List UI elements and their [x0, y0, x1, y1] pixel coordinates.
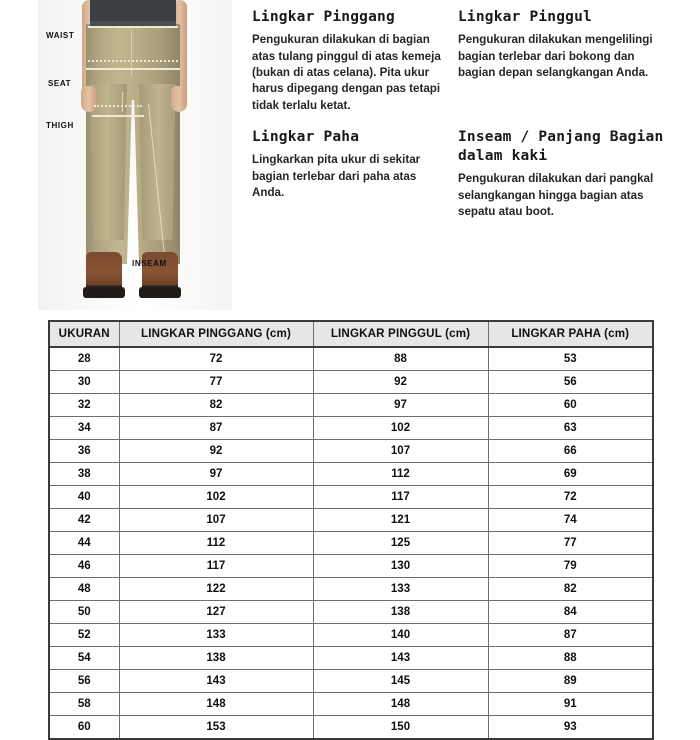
cell-size: 34: [49, 417, 119, 440]
section-body: Lingkarkan pita ukur di sekitar bagian terlebar dari paha atas Anda.: [252, 153, 421, 200]
pocket-seam: [122, 92, 123, 112]
cell-measurement: 107: [313, 440, 488, 463]
cell-measurement: 63: [488, 417, 653, 440]
cell-measurement: 112: [313, 463, 488, 486]
cell-measurement: 121: [313, 509, 488, 532]
cell-size: 48: [49, 578, 119, 601]
cell-measurement: 138: [119, 647, 313, 670]
column-header-ukuran: UKURAN: [49, 321, 119, 347]
section-body: Pengukuran dilakukan dari pangkal selangkangan hingga bagian atas sepatu atau boot.: [458, 172, 654, 219]
cell-measurement: 150: [313, 716, 488, 740]
table-row: [49, 440, 653, 463]
cell-measurement: 77: [488, 532, 653, 555]
table-row: [49, 509, 653, 532]
thigh-measure-line: [92, 115, 144, 117]
column-header-lingkar-paha: LINGKAR PAHA (cm): [488, 321, 653, 347]
cell-measurement: 82: [488, 578, 653, 601]
cell-size: 58: [49, 693, 119, 716]
cell-measurement: 122: [119, 578, 313, 601]
cell-measurement: 72: [488, 486, 653, 509]
cell-measurement: 66: [488, 440, 653, 463]
cell-measurement: 153: [119, 716, 313, 740]
section-lingkar-pinggul: [458, 8, 664, 81]
cell-measurement: 97: [313, 394, 488, 417]
cell-measurement: 112: [119, 532, 313, 555]
left-boot-sole: [83, 287, 125, 298]
right-boot-sole: [139, 287, 181, 298]
table-header: [49, 321, 653, 347]
table-row: [49, 417, 653, 440]
cell-measurement: 117: [119, 555, 313, 578]
cell-measurement: 88: [313, 347, 488, 371]
cell-measurement: 53: [488, 347, 653, 371]
table-row: [49, 463, 653, 486]
cell-measurement: 145: [313, 670, 488, 693]
table-row: [49, 532, 653, 555]
section-lingkar-pinggang: [252, 8, 448, 114]
table-row: [49, 371, 653, 394]
cell-size: 60: [49, 716, 119, 740]
table-row: [49, 670, 653, 693]
section-body: Pengukuran dilakukan di bagian atas tulang pinggul di atas kemeja (bukan di atas celana). Pita ukur harus dipegang dengan pas tetapi tidak terlalu ketat.: [252, 33, 441, 112]
column-header-lingkar-pinggul: LINGKAR PINGGUL (cm): [313, 321, 488, 347]
cell-size: 56: [49, 670, 119, 693]
table-row: [49, 578, 653, 601]
cell-measurement: 143: [313, 647, 488, 670]
cell-size: 32: [49, 394, 119, 417]
cell-measurement: 143: [119, 670, 313, 693]
cell-measurement: 87: [488, 624, 653, 647]
seat-dotted-line: [88, 60, 178, 62]
cell-measurement: 127: [119, 601, 313, 624]
waist-measure-line: [88, 26, 178, 28]
cell-size: 44: [49, 532, 119, 555]
section-heading: Lingkar Pinggang: [252, 9, 395, 25]
table-row: [49, 647, 653, 670]
cell-measurement: 69: [488, 463, 653, 486]
section-lingkar-paha: [252, 128, 448, 201]
cell-measurement: 148: [119, 693, 313, 716]
cell-measurement: 133: [119, 624, 313, 647]
cell-measurement: 130: [313, 555, 488, 578]
cell-size: 30: [49, 371, 119, 394]
section-body: Pengukuran dilakukan mengelilingi bagian terlebar dari bokong dan bagian depan selangkangan Anda.: [458, 33, 653, 80]
cell-size: 42: [49, 509, 119, 532]
photo-label-waist: WAIST: [46, 31, 75, 40]
cell-measurement: 60: [488, 394, 653, 417]
table-body: [49, 347, 653, 739]
cell-size: 40: [49, 486, 119, 509]
cell-measurement: 92: [119, 440, 313, 463]
table-row: [49, 555, 653, 578]
cell-measurement: 79: [488, 555, 653, 578]
table-row: [49, 601, 653, 624]
cell-measurement: 97: [119, 463, 313, 486]
cell-measurement: 93: [488, 716, 653, 740]
cell-measurement: 125: [313, 532, 488, 555]
cell-measurement: 92: [313, 371, 488, 394]
photo-label-inseam: INSEAM: [132, 259, 167, 268]
table-row: [49, 624, 653, 647]
cell-measurement: 56: [488, 371, 653, 394]
cell-measurement: 89: [488, 670, 653, 693]
thigh-dotted-line: [94, 105, 142, 107]
cell-size: 52: [49, 624, 119, 647]
right-hand: [171, 86, 187, 112]
table-row: [49, 394, 653, 417]
section-heading: Lingkar Pinggul: [458, 9, 592, 25]
table-row: [49, 486, 653, 509]
table-row: [49, 716, 653, 740]
cell-measurement: 91: [488, 693, 653, 716]
photo-label-seat: SEAT: [48, 79, 72, 88]
cell-measurement: 102: [119, 486, 313, 509]
section-inseam: [458, 128, 664, 221]
cell-measurement: 82: [119, 394, 313, 417]
cell-measurement: 102: [313, 417, 488, 440]
section-heading: Lingkar Paha: [252, 129, 360, 145]
cell-measurement: 84: [488, 601, 653, 624]
photo-label-thigh: THIGH: [46, 121, 74, 130]
cell-size: 28: [49, 347, 119, 371]
cell-measurement: 148: [313, 693, 488, 716]
cell-measurement: 107: [119, 509, 313, 532]
cell-size: 50: [49, 601, 119, 624]
left-boot: [86, 252, 122, 298]
cell-measurement: 72: [119, 347, 313, 371]
cell-measurement: 117: [313, 486, 488, 509]
seat-measure-line: [86, 68, 180, 70]
cell-measurement: 138: [313, 601, 488, 624]
table-header-row: [49, 321, 653, 347]
cell-measurement: 74: [488, 509, 653, 532]
cell-measurement: 133: [313, 578, 488, 601]
table-row: [49, 693, 653, 716]
cell-measurement: 88: [488, 647, 653, 670]
cell-measurement: 77: [119, 371, 313, 394]
cell-measurement: 140: [313, 624, 488, 647]
section-heading: Inseam / Panjang Bagian dalam kaki: [458, 129, 664, 165]
column-header-lingkar-pinggang: LINGKAR PINGGANG (cm): [119, 321, 313, 347]
left-hand: [81, 86, 97, 112]
cell-size: 36: [49, 440, 119, 463]
cell-size: 38: [49, 463, 119, 486]
cell-measurement: 87: [119, 417, 313, 440]
table-row: [49, 347, 653, 371]
cell-size: 54: [49, 647, 119, 670]
size-chart-table: [48, 320, 654, 740]
measurement-photo: [38, 0, 232, 310]
cell-size: 46: [49, 555, 119, 578]
